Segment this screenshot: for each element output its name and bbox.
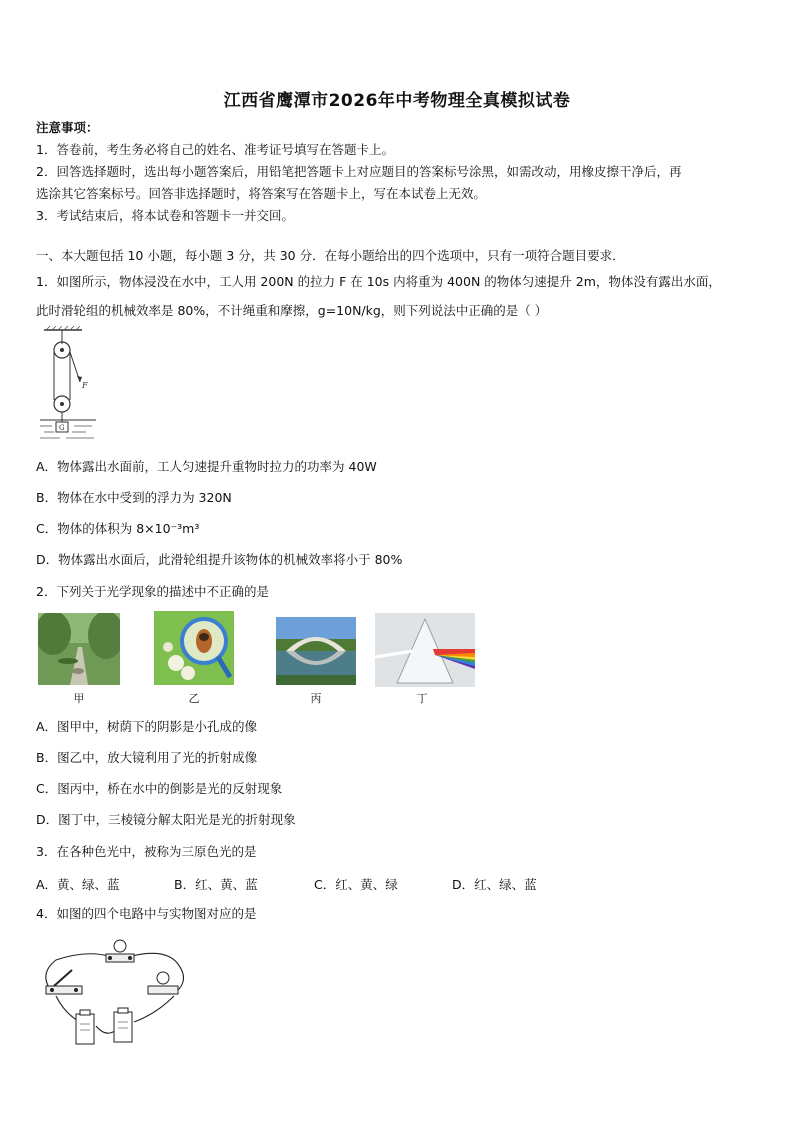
notice-heading: 注意事项： [36, 120, 99, 135]
q1-option-b: B．物体在水中受到的浮力为 320N [36, 490, 232, 505]
q1-stem-line1: 1．如图所示，物体浸没在水中，工人用 200N 的拉力 F 在 10s 内将重为 400N 的物体匀速提升 2m，物体没有露出水面， [36, 274, 721, 289]
caption-jia: 甲 [73, 692, 85, 705]
notice-item-2-cont: 选涂其它答案标号。回答非选择题时，将答案写在答题卡上，写在本试卷上无效。 [36, 186, 487, 201]
notice-item-2: 2．回答选择题时，选出每小题答案后，用铅笔把答题卡上对应题目的答案标号涂黑，如需改动，用橡皮擦干净后，再 [36, 164, 682, 179]
q2-stem: 2．下列关于光学现象的描述中不正确的是 [36, 584, 269, 599]
caption-bing: 丙 [310, 692, 322, 705]
prism-photo [375, 613, 475, 687]
notice-item-1: 1．答卷前，考生务必将自己的姓名、准考证号填写在答题卡上。 [36, 142, 394, 157]
caption-ding: 丁 [416, 692, 428, 705]
bridge-reflection-photo [276, 617, 356, 685]
magnifier-photo [154, 611, 234, 685]
tree-shade-photo [38, 613, 120, 685]
pulley-figure [36, 326, 102, 444]
weight-label: G [59, 424, 65, 432]
q3-stem: 3．在各种色光中，被称为三原色光的是 [36, 844, 257, 859]
notice-item-3: 3．考试结束后，将本试卷和答题卡一并交回。 [36, 208, 294, 223]
q1-option-a: A．物体露出水面前，工人匀速提升重物时拉力的功率为 40W [36, 459, 377, 474]
q3-option-d: D．红、绿、蓝 [452, 877, 537, 892]
q4-stem: 4．如图的四个电路中与实物图对应的是 [36, 906, 257, 921]
caption-yi: 乙 [188, 692, 200, 705]
force-label: F [82, 381, 88, 390]
q1-option-d: D．物体露出水面后，此滑轮组提升该物体的机械效率将小于 80% [36, 552, 403, 567]
q2-option-a: A．图甲中，树荫下的阴影是小孔成的像 [36, 719, 258, 734]
q3-option-c: C．红、黄、绿 [314, 877, 398, 892]
q1-option-c: C．物体的体积为 8×10⁻³m³ [36, 521, 200, 536]
exam-title: 江西省鹰潭市2026年中考物理全真模拟试卷 [223, 91, 571, 111]
q2-option-d: D．图丁中，三棱镜分解太阳光是光的折射现象 [36, 812, 296, 827]
q2-option-b: B．图乙中，放大镜利用了光的折射成像 [36, 750, 258, 765]
q2-option-c: C．图丙中，桥在水中的倒影是光的反射现象 [36, 781, 283, 796]
section-heading: 一、本大题包括 10 小题，每小题 3 分，共 30 分．在每小题给出的四个选项中，只有一项符合题目要求． [36, 248, 625, 263]
circuit-figure [36, 934, 192, 1052]
q3-option-b: B．红、黄、蓝 [174, 877, 258, 892]
q3-option-a: A．黄、绿、蓝 [36, 877, 120, 892]
q1-stem-line2: 此时滑轮组的机械效率是 80%，不计绳重和摩擦，g=10N/kg，则下列说法中正确的是（ ） [36, 303, 548, 318]
